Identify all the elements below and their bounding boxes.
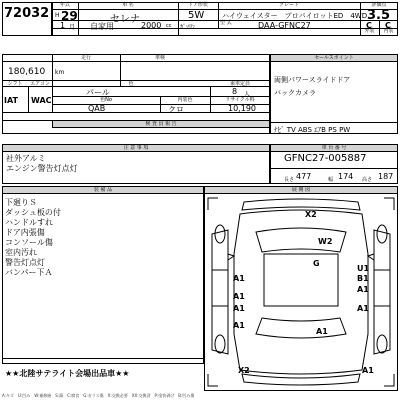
report-line-1: 下廻りＳ [5,198,37,207]
label-grade: グレード [278,2,299,8]
dimension-width: 174 [338,172,354,181]
era: H [55,12,60,19]
recycle-fee: 10,190 [228,104,256,113]
label-passengers: 乗車定員 [229,81,250,87]
damage-a1-l4: A1 [233,321,245,330]
frame-header: 車 台 番 号 [270,144,398,152]
sales-point-2: バックカメラ [274,89,316,97]
passengers: 8 [232,87,238,96]
damage-a1-l3: A1 [233,304,245,313]
dim-unit-width: 幅 [328,177,334,183]
damage-g: G [313,259,320,268]
label-model-year: 年式 [59,2,70,8]
report-line-5: コンソール傷 [5,238,53,247]
interior-color: クロ [168,105,184,114]
transmission: IAT [4,96,19,105]
car-name: セレナ [110,14,140,25]
report-line-3: ハンドルすれ [5,218,53,227]
sales-point-header: セールスポイント [270,54,398,62]
damage-u1: U1 [357,264,370,273]
label-exterior: 外装 [364,28,375,34]
inspector-report-header: 検 査 員 報 告 [52,120,270,128]
label-color-no: 色No [100,97,112,103]
label-score: 評価点 [371,2,387,8]
note-2: エンジン警告灯点灯 [6,164,78,173]
label-recycle-fee: リサイクル料 [225,97,255,103]
mileage: 180,610 [8,67,46,77]
damage-a1-l2: A1 [233,292,245,301]
lot-number: 72032 [4,6,50,21]
report-line-2: ダッシュ板の付 [5,208,61,217]
damage-a1-r3: A1 [357,304,369,313]
model-type: DAA-GFNC27 [258,21,311,30]
label-color: 色 [128,81,134,87]
label-inspection: 車検 [154,55,165,61]
report-line-6: 室内汚れ [5,248,37,257]
registration-month-unit: 月 [69,24,76,31]
registration-month: 1 [60,21,66,30]
note-1: 社外アルミ [6,154,46,163]
damage-w2: W2 [318,237,333,246]
notes-header: 注 意 事 項 [2,144,270,152]
equipment-list: ﾅﾋﾞ TV ABS ｴｱB PS PW [274,126,351,134]
color-number: QAB [88,104,106,113]
door-type: 5W [188,10,205,21]
report-line-7: 警告灯点灯 [5,258,45,267]
label-model-type: 型 式 [220,20,232,26]
air-conditioning: WAC [31,96,52,105]
equipment-header: 装 備 品 [2,186,204,194]
model-year: 29 [61,9,78,23]
label-ac: エアコン [30,81,50,87]
passengers-unit: 人 [244,91,251,98]
sales-point-1: 両側パワースライドドア [274,76,351,84]
dim-unit-length: 長さ [284,177,295,183]
frame-number: GFNC27-005887 [284,153,367,164]
exterior-score: C [366,21,372,30]
label-door-shape: ドア形状 [188,2,208,8]
label-mileage: 走行 [80,55,91,61]
damage-x2-bottom: X2 [238,366,250,375]
displacement-unit: cc [166,23,172,29]
report-line-8: バンパー下Ａ [5,268,53,277]
displacement: 2000 [141,21,162,30]
damage-a1-right: A1 [357,285,369,294]
damage-a1-bottom: A1 [316,327,328,336]
interior-score: C [385,21,391,30]
dim-unit-height: 高さ [362,177,373,183]
score: 3.5 [367,8,391,23]
damage-x2-top: X2 [305,210,317,219]
dimension-length: 477 [296,172,312,181]
damage-a1-left: A1 [233,274,245,283]
use: 自家用 [90,22,114,31]
legend-line: A:キズ U:凹み W:補修跡 S:錆 C:腐食 G:ガラス傷 X:交換必要 XX:交換済 P:塗装剥げ B:凹み傷 [2,393,195,398]
grade: ハイウェイスター プロパイロットED 4WD [222,12,368,20]
footer-banner: ★★北陸サテライト会場出品車★★ [5,369,130,378]
label-interior-color: 内装色 [177,97,193,103]
fuel: ｶﾞｿﾘﾝ [180,24,196,31]
diagram-header: 展 開 図 [204,186,398,194]
mileage-unit: km [55,69,65,76]
label-car-name: 車 名 [122,2,134,8]
dimension-height: 187 [378,172,394,181]
label-transmission: シフト [7,81,23,87]
damage-a1-br: A1 [362,366,374,375]
body-color: パール [86,88,110,97]
damage-b1: B1 [357,274,369,283]
label-interior: 内装 [383,28,394,34]
report-line-4: ドア内張傷 [5,228,45,237]
